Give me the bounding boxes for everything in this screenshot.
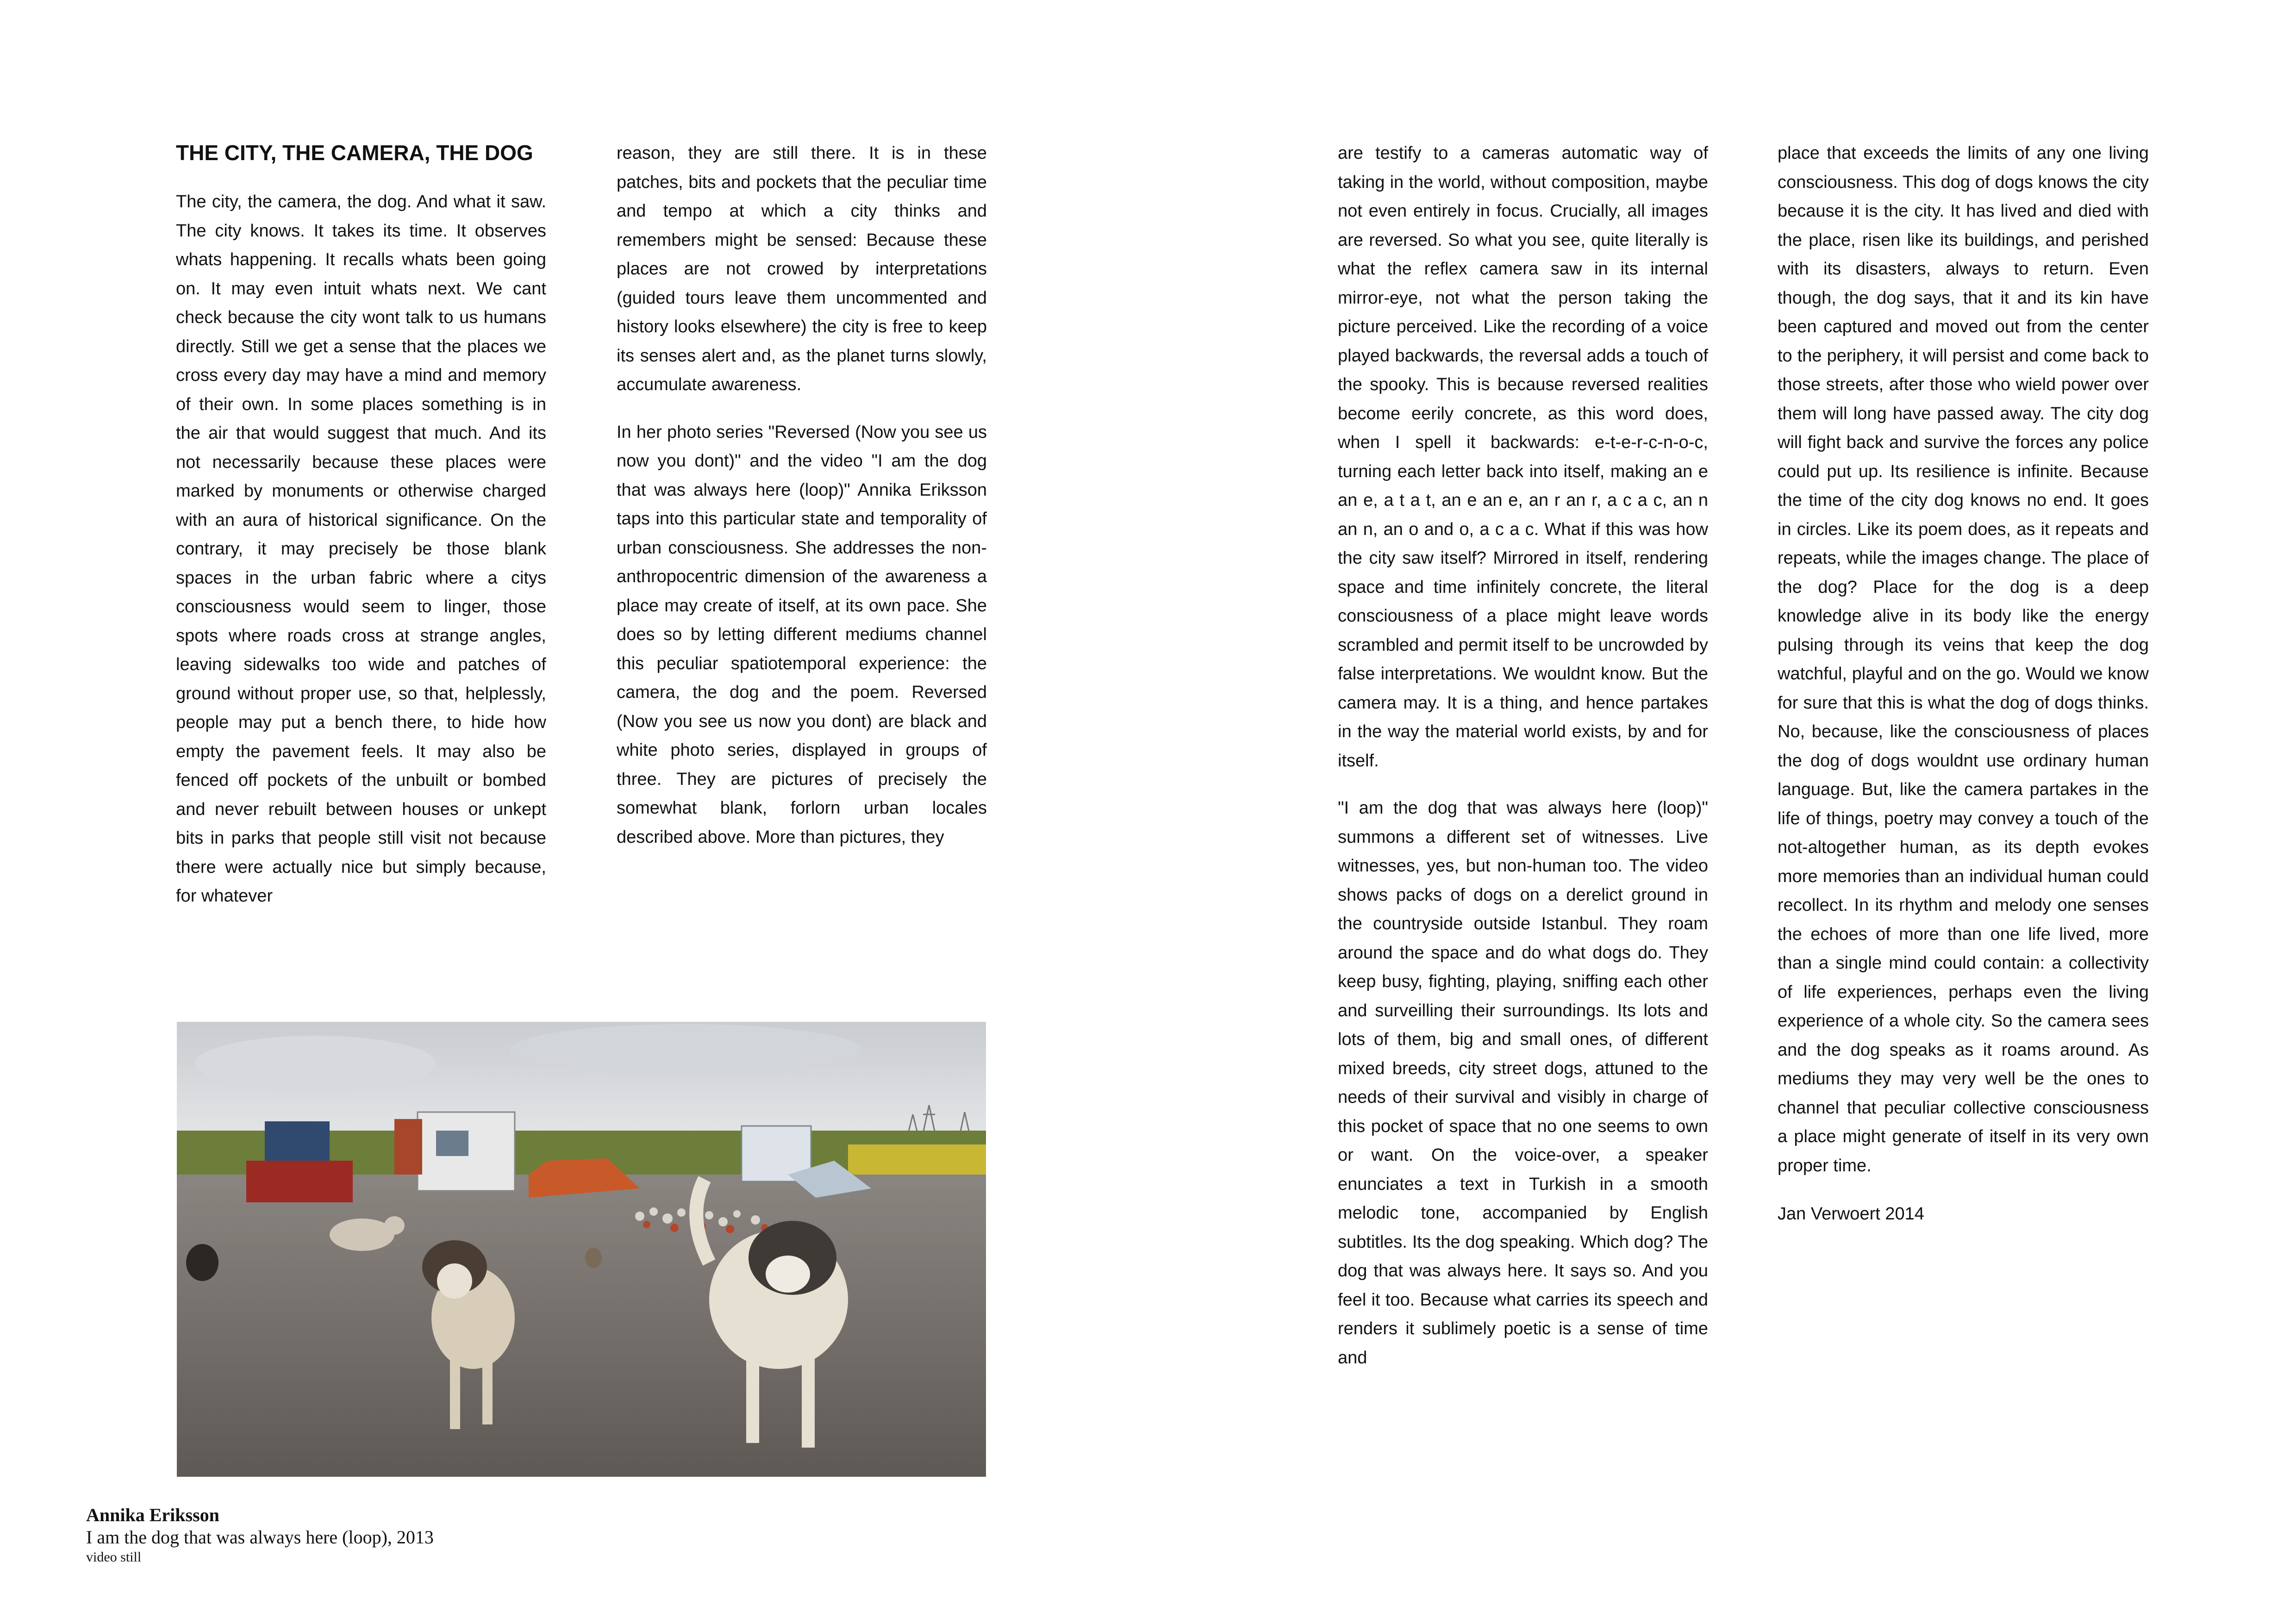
text-column-2 bbox=[617, 139, 987, 852]
caption-artist: Annika Eriksson bbox=[86, 1505, 219, 1525]
author-signature: Jan Verwoert 2014 bbox=[1778, 1204, 1924, 1224]
paragraph: In her photo series "Reversed (Now you see us now you dont)" and the video "I am the dog that was always here (loop)" Annika Eriksson taps into this particular state and temporality of urban consciousness. She addresses the non-anthropocentric dimension of the awareness a place may create of itself, at its own pace. She does so by letting different mediums channel this peculiar spatiotemporal experience: the camera, the dog and the poem. Reversed (Now you see us now you dont) are black and white photo series, displayed in groups of three. They are pictures of precisely the somewhat blank, forlorn urban locales described above. More than pictures, they bbox=[617, 422, 987, 847]
photo-caption bbox=[86, 1504, 734, 1566]
text-column-3 bbox=[1338, 139, 1708, 1372]
video-still-photo bbox=[177, 1022, 986, 1477]
paragraph: The city, the camera, the dog. And what it saw. The city knows. It takes its time. It observes whats happening. It recalls whats been going on. It may even intuit whats next. We cant check because the city wont talk to us humans directly. Still we get a sense that the places we cross every day may have a mind and memory of their own. In some places something is in the air that would suggest that much. And its not necessarily because these places were marked by monuments or otherwise charged with an aura of historical significance. On the contrary, it may precisely be those blank spaces in the urban fabric where a citys consciousness would seem to linger, those spots where roads cross at strange angles, leaving sidewalks too wide and patches of ground without proper use, so that, helplessly, people may put a bench there, to hide how empty the pavement feels. It may also be fenced off pockets of the unbuilt or bombed and never rebuilt between houses or unkept bits in parks that people still visit not because there were actually nice but simply because, for whatever bbox=[176, 192, 546, 906]
paragraph: "I am the dog that was always here (loop)" summons a different set of witnesses. Live witnesses, yes, but non-human too. The video shows packs of dogs on a derelict ground in the countryside outside Istanbul. They roam around the space and do what dogs do. They keep busy, fighting, playing, sniffing each other and surveilling their surroundings. Its lots and lots of them, big and small ones, of different mixed breeds, city street dogs, attuned to the needs of their survival and visibly in charge of this pocket of space that no one seems to own or want. On the voice-over, a speaker enunciates a text in Turkish in a smooth melodic tone, accompanied by English subtitles. Its the dog speaking. Which dog? The dog that was always here. It says so. And you feel it too. Because what carries its speech and renders it sublimely poetic is a sense of time and bbox=[1338, 798, 1708, 1368]
caption-work-title: I am the dog that was always here (loop), 2013 bbox=[86, 1527, 434, 1548]
paragraph: reason, they are still there. It is in these patches, bits and pockets that the peculiar time and tempo at which a city thinks and remembers might be sensed: Because these places are not crowed by interpretations (guided tours leave them uncommented and history looks elsewhere) the city is free to keep its senses alert and, as the planet turns slowly, accumulate awareness. bbox=[617, 143, 987, 394]
paragraph: are testify to a cameras automatic way of taking in the world, without composition, maybe not even entirely in focus. Crucially, all images are reversed. So what you see, quite literally is what the reflex camera saw in its internal mirror-eye, not what the person taking the picture perceived. Like the recording of a voice played backwards, the reversal adds a touch of the spooky. This is because reversed realities become eerily concrete, as this word does, when I spell it backwards: e-t-e-r-c-n-o-c, turning each letter back into itself, making an e an e, a t a t, an e an e, an r an r, a c a c, an n an n, an o and o, a c a c. What if this was how the city saw itself? Mirrored in itself, rendering space and time infinitely concrete, the literal consciousness of a place might leave words scrambled and permit itself to be uncrowded by false interpretations. We wouldnt know. But the camera may. It is a thing, and hence partakes in the way the material world exists, by and for itself. bbox=[1338, 143, 1708, 771]
text-column-4 bbox=[1778, 139, 2149, 1229]
article-title: THE CITY, THE CAMERA, THE DOG bbox=[176, 141, 533, 165]
text-column-1 bbox=[176, 187, 546, 911]
caption-medium: video still bbox=[86, 1549, 142, 1565]
paragraph: place that exceeds the limits of any one living consciousness. This dog of dogs knows the city because it is the city. It has lived and died with the place, risen like its buildings, and perished with its disasters, always to return. Even though, the dog says, that it and its kin have been captured and moved out from the center to the periphery, it will persist and come back to those streets, after those who wield power over them will long have passed away. The city dog will fight back and survive the forces any police could put up. Its resilience is infinite. Because the time of the city dog knows no end. It goes in circles. Like its poem does, as it repeats and repeats, while the images change. The place of the dog? Place for the dog is a deep knowledge alive in its body like the energy pulsing through its veins that keep the dog watchful, playful and on the go. Would we know for sure that this is what the dog of dogs thinks. No, because, like the consciousness of places the dog of dogs wouldnt use ordinary human language. But, like the camera partakes in the life of things, poetry may convey a touch of the not-altogether human, as its depth evokes more memories than an individual human could recollect. In its rhythm and melody one senses the echoes of more than one life lived, more than a single mind could contain: a collectivity of life experiences, perhaps even the living experience of a whole city. So the camera sees and the dog speaks as it roams around. As mediums they may very well be the ones to channel that peculiar collective consciousness a place might generate of itself in its very own proper time. bbox=[1778, 143, 2149, 1175]
